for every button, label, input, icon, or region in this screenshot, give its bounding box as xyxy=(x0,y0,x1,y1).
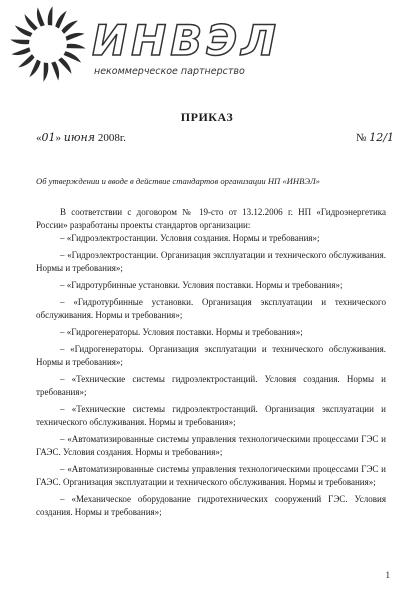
sun-ray xyxy=(15,25,33,36)
list-item: – «Гидротурбинные установки. Условия поставки. Нормы и требования»; xyxy=(60,280,343,290)
number-handwritten: 12/1 xyxy=(369,131,394,144)
sun-ray xyxy=(37,7,45,26)
date-open-quote: « xyxy=(36,132,42,144)
sun-ray xyxy=(18,54,34,67)
list-item: – «Гидротурбинные установки. Организация эксплуатации и технического обслуживания. Нормы и требования»; xyxy=(36,297,386,320)
list-item: – «Гидроэлектростанции. Организация эксплуатации и технического обслуживания. Нормы и требования»; xyxy=(36,250,386,273)
document-title: ПРИКАЗ xyxy=(180,110,234,124)
list-item: – «Гидрогенераторы. Организация эксплуатации и технического обслуживания. Нормы и требования»; xyxy=(36,344,386,367)
page-number: 1 xyxy=(385,570,390,580)
list-item: – «Технические системы гидроэлектростанций. Организация эксплуатации и технического обслуживания. Нормы и требования»; xyxy=(36,404,386,427)
logo-tagline: некоммерческое партнерство xyxy=(94,66,245,77)
logo-wordmark: ИНВЭЛ xyxy=(92,16,281,65)
list-item: – «Гидрогенераторы. Условия поставки. Нормы и требования»; xyxy=(60,327,303,337)
company-logo xyxy=(8,4,281,84)
sun-ray xyxy=(48,6,53,25)
sun-ray xyxy=(58,57,71,73)
sun-ray xyxy=(55,11,66,29)
order-date xyxy=(36,131,126,144)
sun-ray xyxy=(11,47,30,55)
list-item: – «Автоматизированные системы управления технологическими процессами ГЭС и ГАЭС. Организация эксплуатации и технического обслуживания. Нормы и требования»; xyxy=(36,464,386,487)
list-item: – «Автоматизированные системы управления технологическими процессами ГЭС и ГАЭС. Условия создания. Нормы и требования»; xyxy=(36,434,386,457)
order-subject: Об утверждении и вводе в действие стандартов организации НП «ИНВЭЛ» xyxy=(36,176,320,186)
sun-ray xyxy=(43,63,48,82)
sun-ray xyxy=(66,33,85,41)
sun-ray xyxy=(67,44,86,49)
date-day-handwritten: 01 xyxy=(41,131,56,144)
sun-emblem-icon xyxy=(8,4,92,84)
sun-ray xyxy=(10,39,29,44)
sun-ray xyxy=(25,14,38,30)
sun-ray xyxy=(29,60,40,78)
order-number xyxy=(356,131,394,144)
date-close-quote: » xyxy=(55,132,61,144)
date-year: 2008г. xyxy=(97,132,126,144)
document-body xyxy=(36,206,386,523)
intro-paragraph: В соответствии с договором № 19-сто от 13.12.2006 г. НП «Гидроэнергетика России» разработаны проекты стандартов организации: xyxy=(36,207,386,230)
sun-ray xyxy=(61,21,77,34)
list-item: – «Технические системы гидроэлектростанций. Условия создания. Нормы и требования»; xyxy=(36,374,386,397)
list-item: – «Гидроэлектростанции. Условия создания. Нормы и требования»; xyxy=(60,233,320,243)
sun-ray xyxy=(51,62,59,81)
list-item: – «Механическое оборудование гидротехнических сооружений ГЭС. Условия создания. Нормы и требования»; xyxy=(36,494,386,517)
sun-ray xyxy=(64,51,82,62)
date-month-handwritten: июня xyxy=(63,131,96,144)
number-prefix: № xyxy=(356,132,367,144)
